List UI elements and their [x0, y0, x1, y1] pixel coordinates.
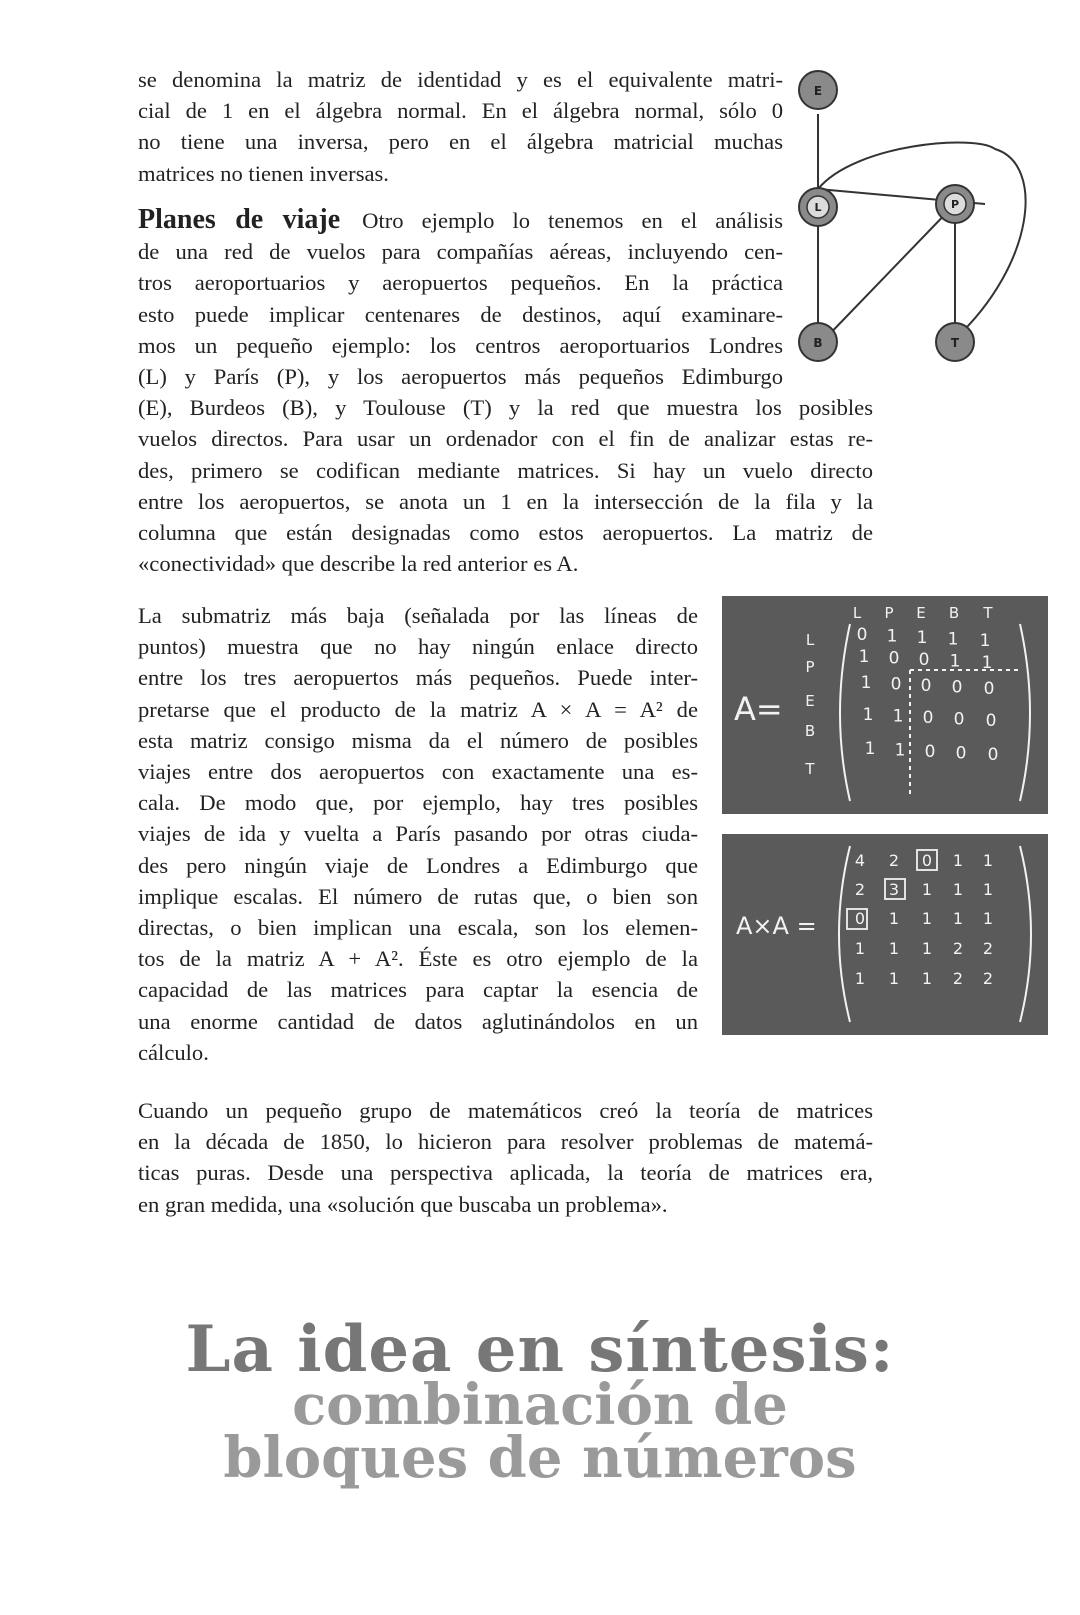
- matrix-cell: 0: [953, 709, 965, 730]
- text-line: una enorme cantidad de datos aglutinándolos en un: [138, 1008, 698, 1034]
- text-line: directas, o bien implican una escala, son los elemen-: [138, 915, 698, 941]
- matrix-cell: 0: [951, 677, 963, 698]
- matrix-cell: 1: [888, 909, 900, 928]
- matrix-a-label: A=: [734, 690, 783, 728]
- text-line: esta matriz consigo misma da el número de posibles: [138, 727, 698, 753]
- row-label: T: [805, 760, 815, 778]
- matrix-cell: 2: [854, 880, 866, 899]
- matrix-a-figure: [722, 596, 1048, 814]
- matrix-cell: 2: [888, 851, 900, 870]
- matrix-cell: 0: [856, 625, 868, 645]
- text-line: mos un pequeño ejemplo: los centros aeroportuarios Londres: [138, 332, 783, 358]
- matrix-aa-panel: [722, 834, 1048, 1035]
- text-line: viajes entre dos aeropuertos con exactamente una es-: [138, 759, 698, 785]
- matrix-cell: 1: [921, 909, 933, 928]
- matrix-cell: 0: [890, 674, 902, 695]
- matrix-cell: 4: [854, 851, 866, 870]
- matrix-cell: 1: [947, 629, 959, 650]
- matrix-cell: 1: [862, 705, 874, 725]
- right-bracket: [1020, 624, 1030, 801]
- text-line: des, primero se codifican mediante matrices. Si hay un vuelo directo: [138, 457, 873, 483]
- matrix-cell: 1: [921, 969, 933, 988]
- summary-subtitle-line1: combinación de: [292, 1372, 788, 1438]
- node-label: B: [813, 336, 823, 350]
- node-label: E: [813, 84, 823, 98]
- matrix-cell: 1: [864, 739, 876, 759]
- matrix-cell: 1: [854, 969, 866, 988]
- matrix-cell: 0: [987, 745, 999, 765]
- text-line: cala. De modo que, por ejemplo, hay tres posibles: [138, 790, 698, 816]
- text-line: tos de la matriz A + A². Éste es otro ejemplo de la: [138, 946, 698, 972]
- node-b: [799, 323, 837, 361]
- matrix-cell: 2: [982, 939, 994, 958]
- matrix-cell: 1: [858, 647, 870, 667]
- matrix-cell: 0: [854, 909, 866, 928]
- matrix-cell: 1: [888, 939, 900, 958]
- node-label: L: [814, 201, 822, 214]
- text-line: matrices no tienen inversas.: [138, 160, 389, 186]
- text-line: columna que están designadas como estos aeropuertos. La matriz de: [138, 520, 873, 546]
- matrix-cell: 2: [952, 939, 964, 958]
- matrix-cell: 3: [888, 880, 900, 899]
- flight-network-graph: [795, 64, 1045, 384]
- matrix-cell: 0: [920, 676, 932, 696]
- text-line: vuelos directos. Para usar un ordenador con el fin de analizar estas re-: [138, 426, 873, 452]
- node-l: [799, 188, 837, 226]
- node-label: T: [950, 336, 960, 350]
- column-label: L: [852, 604, 862, 622]
- text-line: viajes de ida y vuelta a París pasando por otras ciuda-: [138, 821, 698, 847]
- matrix-cell: 0: [983, 679, 995, 699]
- matrix-cell: 1: [982, 880, 994, 899]
- matrix-cell: 1: [916, 628, 928, 648]
- column-label: E: [916, 604, 926, 622]
- text-line: puntos) muestra que no hay ningún enlace directo: [138, 634, 698, 660]
- node-t: [936, 323, 974, 361]
- right-bracket: [1020, 846, 1031, 1022]
- matrix-cell: 0: [888, 648, 900, 669]
- paragraph-travel-plans: [138, 204, 873, 579]
- row-label: P: [805, 658, 815, 676]
- text-line: en la década de 1850, lo hicieron para resolver problemas de matemá-: [138, 1129, 873, 1155]
- edge-l-t: [818, 142, 1026, 339]
- summary-title: La idea en síntesis:: [185, 1312, 895, 1387]
- matrix-cell: 1: [921, 880, 933, 899]
- text-line: La submatriz más baja (señalada por las líneas de: [138, 603, 698, 628]
- matrix-cell: 1: [982, 851, 994, 870]
- matrix-cell: 0: [918, 650, 930, 670]
- text-line: cial de 1 en el álgebra normal. En el álgebra normal, sólo 0: [138, 98, 783, 124]
- text-line: ticas puras. Desde una perspectiva aplicada, la teoría de matrices era,: [138, 1160, 873, 1186]
- text-line: capacidad de las matrices para captar la esencia de: [138, 977, 698, 1003]
- matrix-cell: 1: [888, 969, 900, 988]
- text-line: en gran medida, una «solución que buscaba un problema».: [138, 1191, 668, 1217]
- matrix-cell: 1: [854, 939, 866, 958]
- section-heading: Planes de viaje: [138, 204, 341, 235]
- text-line: no tiene una inversa, pero en el álgebra matricial muchas: [138, 129, 783, 155]
- text-line: se denomina la matriz de identidad y es el equivalente matri-: [138, 67, 783, 92]
- matrix-cell: 1: [952, 909, 964, 928]
- text-line: [138, 204, 783, 236]
- text-line: (E), Burdeos (B), y Toulouse (T) y la red que muestra los posibles: [138, 395, 873, 421]
- paragraph-identity: [138, 64, 783, 189]
- column-label: P: [884, 604, 894, 622]
- summary-subtitle-line2: bloques de números: [223, 1425, 857, 1491]
- edge-p-b: [820, 204, 955, 344]
- left-bracket: [840, 624, 850, 801]
- text-line: pretarse que el producto de la matriz A × A = A² de: [138, 696, 698, 722]
- matrix-cell: 1: [949, 651, 961, 672]
- left-bracket: [839, 846, 850, 1022]
- text-line: entre los aeropuertos, se anota un 1 en la intersección de la fila y la: [138, 488, 873, 514]
- column-label: T: [983, 604, 993, 622]
- node-label: P: [950, 198, 960, 211]
- text-line: des pero ningún viaje de Londres a Edimburgo que: [138, 852, 698, 878]
- paragraph-history: [138, 1095, 873, 1220]
- row-label: B: [804, 722, 816, 740]
- paragraph-submatrix: [138, 600, 698, 1068]
- text-line: Cuando un pequeño grupo de matemáticos creó la teoría de matrices: [138, 1098, 873, 1123]
- matrix-cell: 2: [982, 969, 994, 988]
- matrix-cell: 1: [894, 740, 906, 761]
- text-line: (L) y París (P), y los aeropuertos más pequeños Edimburgo: [138, 364, 783, 390]
- matrix-cell: 1: [952, 880, 964, 899]
- matrix-cell: 1: [860, 673, 872, 693]
- text-line-rest: Otro ejemplo lo tenemos en el análisis: [362, 208, 784, 233]
- matrix-cell: 1: [979, 631, 991, 651]
- matrix-cell: 0: [921, 851, 933, 870]
- matrix-cell: 1: [982, 909, 994, 928]
- matrix-aa-label: A×A =: [736, 912, 817, 940]
- matrix-cell: 1: [892, 706, 904, 727]
- text-line: implique escalas. El número de rutas que, o bien son: [138, 883, 698, 909]
- text-line: tros aeroportuarios y aeropuertos pequeños. En la práctica: [138, 270, 783, 296]
- column-label: B: [948, 604, 960, 622]
- matrix-cell: 1: [952, 851, 964, 870]
- matrix-cell: 0: [955, 743, 967, 764]
- text-line: esto puede implicar centenares de destinos, aquí examinare-: [138, 301, 783, 327]
- text-line: cálculo.: [138, 1039, 209, 1065]
- matrix-cell: 1: [886, 626, 898, 647]
- row-label: L: [805, 631, 815, 649]
- text-line: de una red de vuelos para compañías aéreas, incluyendo cen-: [138, 239, 783, 265]
- matrix-cell: 2: [952, 969, 964, 988]
- text-line: entre los tres aeropuertos más pequeños. Puede inter-: [138, 665, 698, 691]
- node-p: [936, 185, 974, 223]
- matrix-a-panel: [722, 596, 1048, 814]
- matrix-aa-figure: [722, 834, 1048, 1035]
- row-label: E: [805, 692, 815, 710]
- text-line: «conectividad» que describe la red anterior es A.: [138, 551, 579, 577]
- matrix-cell: 0: [924, 742, 936, 762]
- matrix-cell: 0: [985, 711, 997, 731]
- matrix-cell: 0: [922, 708, 934, 728]
- node-e: [799, 71, 837, 109]
- matrix-cell: 1: [981, 653, 993, 673]
- matrix-cell: 1: [921, 939, 933, 958]
